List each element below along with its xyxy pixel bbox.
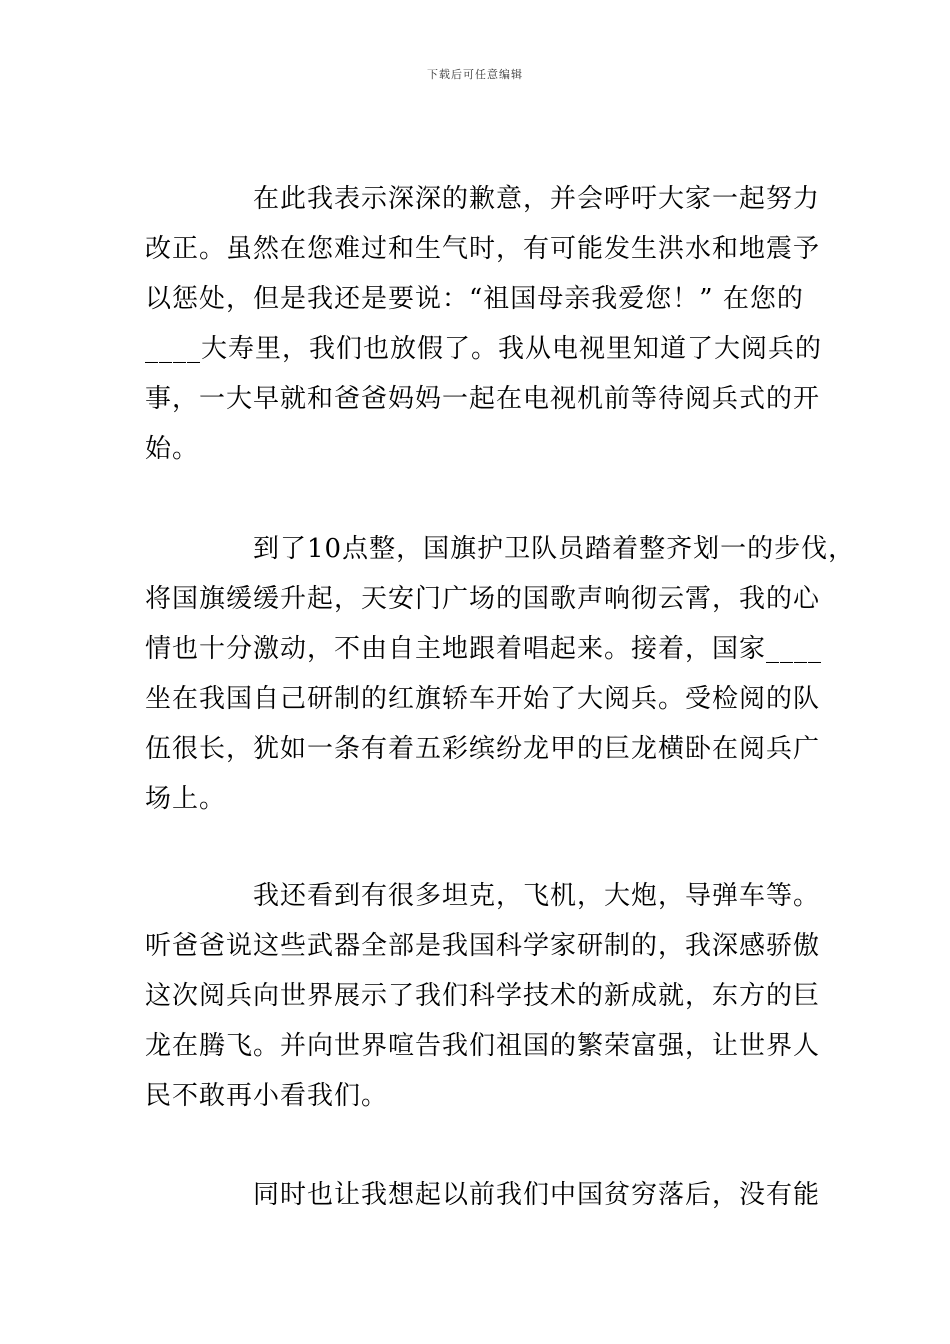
paragraph-2-line-5: 伍很长，犹如一条有着五彩缤纷龙甲的巨龙横卧在阅兵广 [145, 734, 821, 764]
paragraph-2-line-2: 将国旗缓缓升起，天安门广场的国歌声响彻云霄，我的心 [145, 584, 821, 614]
paragraph-2-line-1: 到了10点整，国旗护卫队员踏着整齐划一的步伐， [253, 534, 856, 564]
paragraph-2-line-6: 场上。 [145, 784, 227, 814]
paragraph-3-line-4: 龙在腾飞。并向世界喧告我们祖国的繁荣富强，让世界人 [145, 1031, 821, 1061]
paragraph-3-line-1: 我还看到有很多坦克，飞机，大炮，导弹车等。 [253, 881, 821, 911]
paragraph-1-line-5: 事，一大早就和爸爸妈妈一起在电视机前等待阅兵式的开 [145, 384, 821, 414]
paragraph-4-line-1: 同时也让我想起以前我们中国贫穷落后，没有能 [253, 1180, 821, 1210]
page-header: 下载后可任意编辑 [427, 68, 523, 81]
paragraph-3-line-2: 听爸爸说这些武器全部是我国科学家研制的，我深感骄傲 [145, 931, 821, 961]
paragraph-1-line-2: 改正。虽然在您难过和生气时，有可能发生洪水和地震予 [145, 234, 821, 264]
paragraph-1-line-3: 以惩处，但是我还是要说：“祖国母亲我爱您！” 在您的 [145, 284, 804, 314]
paragraph-1-line-6: 始。 [145, 434, 200, 464]
paragraph-1-line-1: 在此我表示深深的歉意，并会呼吁大家一起努力 [253, 184, 821, 214]
paragraph-3-line-5: 民不敢再小看我们。 [145, 1081, 389, 1111]
paragraph-1-line-4: ____大寿里，我们也放假了。我从电视里知道了大阅兵的 [145, 334, 823, 364]
paragraph-2-line-3: 情也十分激动，不由自主地跟着唱起来。接着，国家____ [145, 634, 823, 664]
paragraph-2-line-4: 坐在我国自己研制的红旗轿车开始了大阅兵。受检阅的队 [145, 684, 821, 714]
paragraph-3-line-3: 这次阅兵向世界展示了我们科学技术的新成就，东方的巨 [145, 981, 821, 1011]
